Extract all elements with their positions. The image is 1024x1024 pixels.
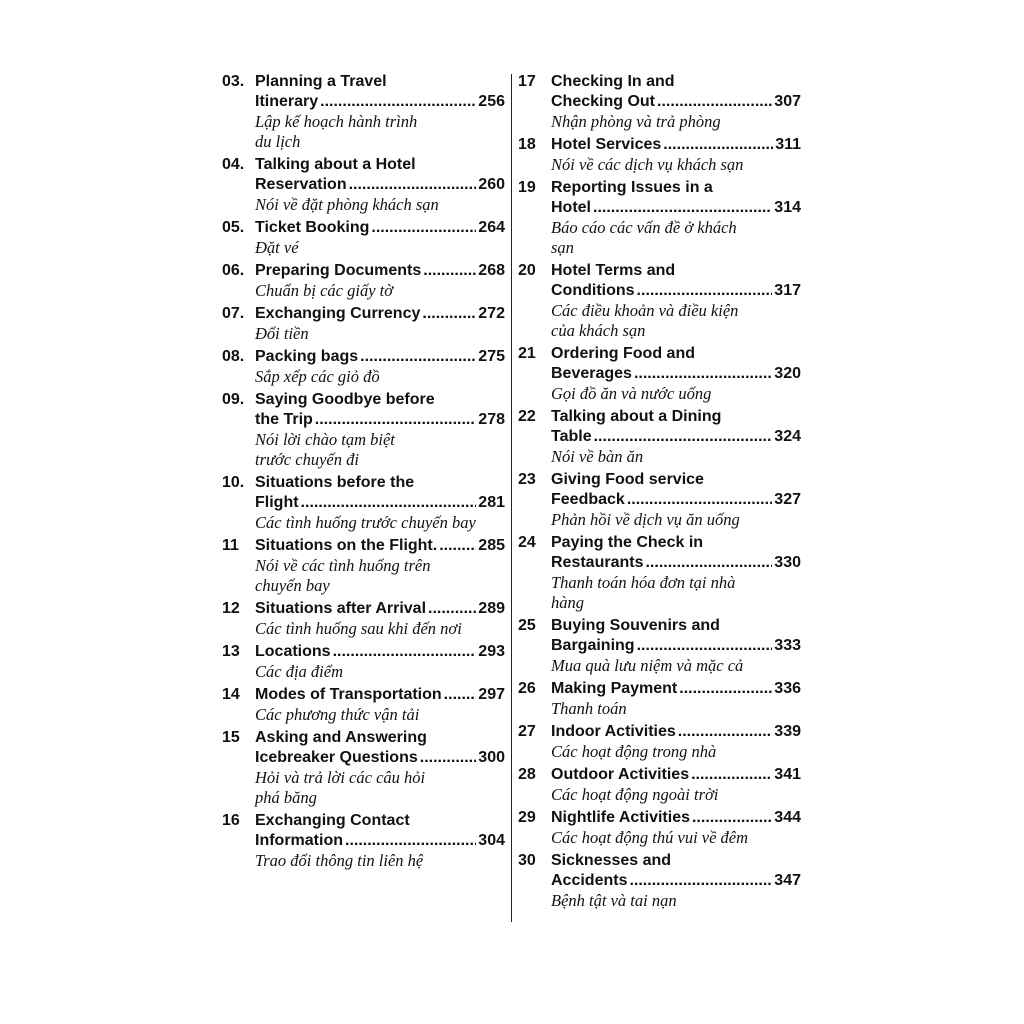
toc-entry[interactable] — [222, 473, 505, 533]
vietnamese-subtitle: của khách sạn — [551, 321, 646, 340]
toc-entry[interactable] — [222, 728, 505, 808]
vietnamese-subtitle: Nói về bàn ăn — [551, 447, 644, 466]
chapter-number: 05. — [222, 219, 245, 236]
chapter-title — [551, 851, 801, 891]
chapter-title — [551, 407, 801, 447]
chapter-title-line: Giving Food service — [551, 471, 704, 488]
dot-leader — [629, 871, 772, 891]
chapter-title-line: Reporting Issues in a — [551, 179, 713, 196]
chapter-number: 19 — [518, 179, 536, 196]
page-number: 311 — [775, 136, 801, 153]
chapter-title-line: Situations before the — [255, 474, 415, 491]
vietnamese-subtitle: Nói về đặt phòng khách sạn — [255, 195, 439, 214]
toc-entry[interactable] — [518, 679, 801, 719]
chapter-title-line: Preparing Documents — [255, 262, 422, 279]
dot-leader — [315, 410, 477, 430]
chapter-title-line: Sicknesses and — [551, 852, 672, 869]
chapter-title — [255, 473, 505, 513]
page-number: 272 — [478, 305, 505, 322]
vietnamese-subtitle: Các hoạt động thú vui về đêm — [551, 828, 749, 847]
chapter-title-last-line — [551, 636, 801, 656]
dot-leader — [428, 599, 476, 619]
page-number: 289 — [478, 600, 505, 617]
chapter-title-last-line — [551, 135, 801, 155]
page-number: 324 — [774, 428, 801, 445]
chapter-title-line: Locations — [255, 643, 331, 660]
page-number: 260 — [478, 176, 505, 193]
chapter-title — [551, 470, 801, 510]
dot-leader — [692, 808, 772, 828]
chapter-title-line: Table — [551, 428, 592, 445]
chapter-title-line: Paying the Check in — [551, 534, 704, 551]
dot-leader — [679, 679, 772, 699]
chapter-number: 15 — [222, 729, 240, 746]
page-number: 330 — [774, 554, 801, 571]
chapter-title — [255, 728, 505, 768]
page-number: 264 — [478, 219, 505, 236]
chapter-title-last-line — [551, 679, 801, 699]
chapter-title-line: Buying Souvenirs and — [551, 617, 720, 634]
vietnamese-subtitle: Nhận phòng và trả phòng — [551, 112, 721, 131]
chapter-number: 03. — [222, 73, 245, 90]
chapter-title-line: Making Payment — [551, 680, 678, 697]
dot-leader — [627, 490, 772, 510]
toc-entry[interactable] — [518, 616, 801, 676]
chapter-title-line: Planning a Travel — [255, 73, 387, 90]
toc-column-right — [518, 72, 801, 914]
chapter-title-line: Talking about a Hotel — [255, 156, 416, 173]
toc-entry[interactable] — [222, 347, 505, 387]
dot-leader — [301, 493, 477, 513]
chapter-title-line: Checking Out — [551, 93, 656, 110]
chapter-title-last-line — [551, 871, 801, 891]
vietnamese-subtitle: Lập kế hoạch hành trình — [255, 112, 418, 131]
chapter-number: 29 — [518, 809, 536, 826]
chapter-title-line: the Trip — [255, 411, 313, 428]
vietnamese-subtitle: Các hoạt động trong nhà — [551, 742, 717, 761]
chapter-number: 20 — [518, 262, 536, 279]
chapter-number: 08. — [222, 348, 245, 365]
page-number: 336 — [774, 680, 801, 697]
dot-leader — [349, 175, 477, 195]
dot-leader — [593, 198, 772, 218]
chapter-title — [255, 642, 505, 662]
chapter-title-line: Restaurants — [551, 554, 644, 571]
toc-entry[interactable] — [518, 178, 801, 258]
chapter-title-line: Beverages — [551, 365, 632, 382]
toc-column-left — [222, 72, 505, 874]
chapter-title-last-line — [551, 722, 801, 742]
chapter-title-last-line — [255, 493, 505, 513]
chapter-title-last-line — [255, 304, 505, 324]
chapter-title — [551, 261, 801, 301]
column-divider — [511, 74, 512, 922]
chapter-title-line: Saying Goodbye before — [255, 391, 435, 408]
dot-leader — [345, 831, 476, 851]
vietnamese-subtitle: Thanh toán hóa đơn tại nhà — [551, 573, 736, 592]
toc-entry[interactable] — [518, 261, 801, 341]
chapter-title-line: Hotel Services — [551, 136, 662, 153]
vietnamese-subtitle: chuyến bay — [255, 576, 330, 595]
chapter-title-last-line — [551, 364, 801, 384]
vietnamese-subtitle: Trao đổi thông tin liên hệ — [255, 851, 424, 870]
page-number: 304 — [478, 832, 505, 849]
chapter-number: 18 — [518, 136, 536, 153]
chapter-title-line: Reservation — [255, 176, 347, 193]
toc-entry[interactable] — [222, 261, 505, 301]
chapter-title-last-line — [255, 642, 505, 662]
chapter-title — [255, 347, 505, 367]
dot-leader — [691, 765, 772, 785]
vietnamese-subtitle: Sắp xếp các giỏ đồ — [255, 367, 380, 386]
toc-entry[interactable] — [222, 304, 505, 344]
toc-entry[interactable] — [222, 642, 505, 682]
chapter-title-last-line — [255, 685, 505, 705]
chapter-title-last-line — [255, 175, 505, 195]
toc-entry[interactable] — [518, 470, 801, 530]
chapter-title — [255, 536, 505, 556]
page-number: 333 — [774, 637, 801, 654]
dot-leader — [645, 553, 772, 573]
chapter-title-line: Checking In and — [551, 73, 675, 90]
chapter-title-last-line — [551, 765, 801, 785]
toc-entry[interactable] — [518, 533, 801, 613]
chapter-number: 14 — [222, 686, 240, 703]
toc-entry[interactable] — [222, 72, 505, 152]
chapter-number: 13 — [222, 643, 240, 660]
page-number: 307 — [774, 93, 801, 110]
chapter-title — [551, 765, 801, 785]
vietnamese-subtitle: Các phương thức vận tải — [255, 705, 420, 724]
chapter-title — [551, 72, 801, 112]
chapter-title-last-line — [255, 748, 505, 768]
dot-leader — [657, 92, 772, 112]
vietnamese-subtitle: Các tình huống trước chuyến bay — [255, 513, 476, 532]
chapter-title — [551, 808, 801, 828]
chapter-title — [255, 811, 505, 851]
dot-leader — [634, 364, 772, 384]
page-number: 327 — [774, 491, 801, 508]
vietnamese-subtitle: Nói về các tình huống trên — [255, 556, 431, 575]
vietnamese-subtitle: trước chuyến đi — [255, 450, 359, 469]
chapter-title — [255, 304, 505, 324]
page-number: 317 — [774, 282, 801, 299]
chapter-number: 11 — [222, 537, 239, 554]
chapter-title-last-line — [255, 218, 505, 238]
chapter-title-last-line — [551, 281, 801, 301]
toc-entry[interactable] — [518, 407, 801, 467]
vietnamese-subtitle: Hỏi và trả lời các câu hỏi — [255, 768, 426, 787]
chapter-title-last-line — [255, 536, 505, 556]
chapter-title — [551, 679, 801, 699]
chapter-title-line: Bargaining — [551, 637, 635, 654]
vietnamese-subtitle: Chuẩn bị các giấy tờ — [255, 281, 394, 300]
dot-leader — [420, 748, 477, 768]
page-number: 268 — [478, 262, 505, 279]
page-number: 293 — [478, 643, 505, 660]
dot-leader — [320, 92, 476, 112]
page-number: 344 — [774, 809, 801, 826]
dot-leader — [444, 685, 477, 705]
chapter-title — [551, 533, 801, 573]
chapter-title-last-line — [255, 347, 505, 367]
dot-leader — [678, 722, 773, 742]
chapter-title — [255, 261, 505, 281]
page-number: 281 — [478, 494, 505, 511]
chapter-title-line: Information — [255, 832, 343, 849]
toc-entry[interactable] — [518, 851, 801, 911]
dot-leader — [663, 135, 773, 155]
chapter-number: 21 — [518, 345, 536, 362]
toc-entry[interactable] — [222, 218, 505, 258]
chapter-number: 27 — [518, 723, 536, 740]
page-number: 314 — [774, 199, 801, 216]
dot-leader — [360, 347, 476, 367]
toc-entry[interactable] — [518, 135, 801, 175]
vietnamese-subtitle: Các hoạt động ngoài trời — [551, 785, 719, 804]
chapter-title-last-line — [551, 490, 801, 510]
dot-leader — [594, 427, 773, 447]
chapter-title — [255, 599, 505, 619]
chapter-title — [255, 155, 505, 195]
chapter-title-line: Ticket Booking — [255, 219, 370, 236]
vietnamese-subtitle: du lịch — [255, 132, 301, 151]
chapter-number: 04. — [222, 156, 245, 173]
vietnamese-subtitle: Phản hồi về dịch vụ ăn uống — [551, 510, 740, 529]
dot-leader — [637, 636, 773, 656]
chapter-title-line: Exchanging Currency — [255, 305, 421, 322]
toc-entry[interactable] — [222, 390, 505, 470]
vietnamese-subtitle: Các địa điểm — [255, 662, 343, 681]
chapter-number: 24 — [518, 534, 536, 551]
chapter-number: 25 — [518, 617, 536, 634]
page-number: 347 — [774, 872, 801, 889]
chapter-title-line: Flight — [255, 494, 299, 511]
toc-entry[interactable] — [222, 155, 505, 215]
page-number: 285 — [478, 537, 505, 554]
chapter-title-last-line — [255, 599, 505, 619]
toc-entry[interactable] — [518, 765, 801, 805]
toc-entry[interactable] — [518, 722, 801, 762]
chapter-title-last-line — [551, 198, 801, 218]
chapter-number: 16 — [222, 812, 240, 829]
chapter-title-line: Situations after Arrival — [255, 600, 427, 617]
page-number: 339 — [774, 723, 801, 740]
chapter-title-line: Icebreaker Questions — [255, 749, 418, 766]
toc-entry[interactable] — [222, 536, 505, 596]
chapter-title — [551, 344, 801, 384]
page-number: 341 — [774, 766, 801, 783]
chapter-title-line: Hotel Terms and — [551, 262, 676, 279]
vietnamese-subtitle: Đổi tiền — [255, 324, 309, 343]
chapter-title-last-line — [551, 92, 801, 112]
chapter-number: 17 — [518, 73, 536, 90]
dot-leader — [439, 536, 476, 556]
chapter-title-line: Hotel — [551, 199, 591, 216]
vietnamese-subtitle: Đặt vé — [255, 238, 299, 257]
page-number: 297 — [478, 686, 505, 703]
chapter-number: 30 — [518, 852, 536, 869]
chapter-title-last-line — [255, 92, 505, 112]
chapter-title-last-line — [551, 553, 801, 573]
vietnamese-subtitle: Mua quà lưu niệm và mặc cả — [551, 656, 744, 675]
chapter-title-last-line — [551, 808, 801, 828]
chapter-number: 28 — [518, 766, 536, 783]
vietnamese-subtitle: Các tình huống sau khi đến nơi — [255, 619, 462, 638]
chapter-title-line: Outdoor Activities — [551, 766, 690, 783]
dot-leader — [637, 281, 773, 301]
vietnamese-subtitle: Nói lời chào tạm biệt — [255, 430, 395, 449]
chapter-title-line: Asking and Answering — [255, 729, 427, 746]
vietnamese-subtitle: phá băng — [255, 788, 317, 807]
chapter-number: 10. — [222, 474, 245, 491]
chapter-title-line: Exchanging Contact — [255, 812, 410, 829]
vietnamese-subtitle: sạn — [551, 238, 574, 257]
dot-leader — [422, 304, 476, 324]
chapter-title — [551, 178, 801, 218]
chapter-number: 26 — [518, 680, 536, 697]
vietnamese-subtitle: Nói về các dịch vụ khách sạn — [551, 155, 744, 174]
chapter-number: 22 — [518, 408, 536, 425]
page-number: 300 — [478, 749, 505, 766]
vietnamese-subtitle: hàng — [551, 593, 584, 612]
chapter-title-last-line — [255, 831, 505, 851]
toc-entry[interactable] — [518, 72, 801, 132]
chapter-title — [551, 616, 801, 656]
toc-entry[interactable] — [222, 811, 505, 871]
toc-entry[interactable] — [222, 599, 505, 639]
chapter-title-line: Itinerary — [255, 93, 319, 110]
page-number: 256 — [478, 93, 505, 110]
chapter-title-line: Conditions — [551, 282, 635, 299]
chapter-title — [255, 218, 505, 238]
page-number: 278 — [478, 411, 505, 428]
chapter-number: 12 — [222, 600, 240, 617]
chapter-title — [255, 390, 505, 430]
page-number: 320 — [774, 365, 801, 382]
vietnamese-subtitle: Bệnh tật và tai nạn — [551, 891, 677, 910]
toc-entry[interactable] — [518, 344, 801, 404]
dot-leader — [423, 261, 476, 281]
chapter-title — [551, 722, 801, 742]
vietnamese-subtitle: Gọi đồ ăn và nước uống — [551, 384, 712, 403]
chapter-title-line: Ordering Food and — [551, 345, 695, 362]
vietnamese-subtitle: Thanh toán — [551, 699, 627, 718]
dot-leader — [333, 642, 477, 662]
vietnamese-subtitle: Các điều khoản và điều kiện — [551, 301, 739, 320]
chapter-number: 06. — [222, 262, 245, 279]
chapter-title-line: Nightlife Activities — [551, 809, 690, 826]
chapter-title-last-line — [551, 427, 801, 447]
chapter-title-last-line — [255, 410, 505, 430]
toc-entry[interactable] — [222, 685, 505, 725]
chapter-number: 09. — [222, 391, 245, 408]
toc-entry[interactable] — [518, 808, 801, 848]
chapter-number: 23 — [518, 471, 536, 488]
chapter-title-line: Feedback — [551, 491, 625, 508]
dot-leader — [371, 218, 476, 238]
chapter-title — [255, 72, 505, 112]
chapter-title-line: Talking about a Dining — [551, 408, 722, 425]
chapter-title-line: Situations on the Flight. — [255, 537, 438, 554]
page-number: 275 — [478, 348, 505, 365]
chapter-number: 07. — [222, 305, 245, 322]
chapter-title-line: Packing bags — [255, 348, 359, 365]
chapter-title — [255, 685, 505, 705]
chapter-title-last-line — [255, 261, 505, 281]
chapter-title-line: Accidents — [551, 872, 628, 889]
chapter-title-line: Modes of Transportation — [255, 686, 442, 703]
vietnamese-subtitle: Báo cáo các vấn đề ở khách — [551, 218, 737, 237]
chapter-title-line: Indoor Activities — [551, 723, 676, 740]
chapter-title — [551, 135, 801, 155]
